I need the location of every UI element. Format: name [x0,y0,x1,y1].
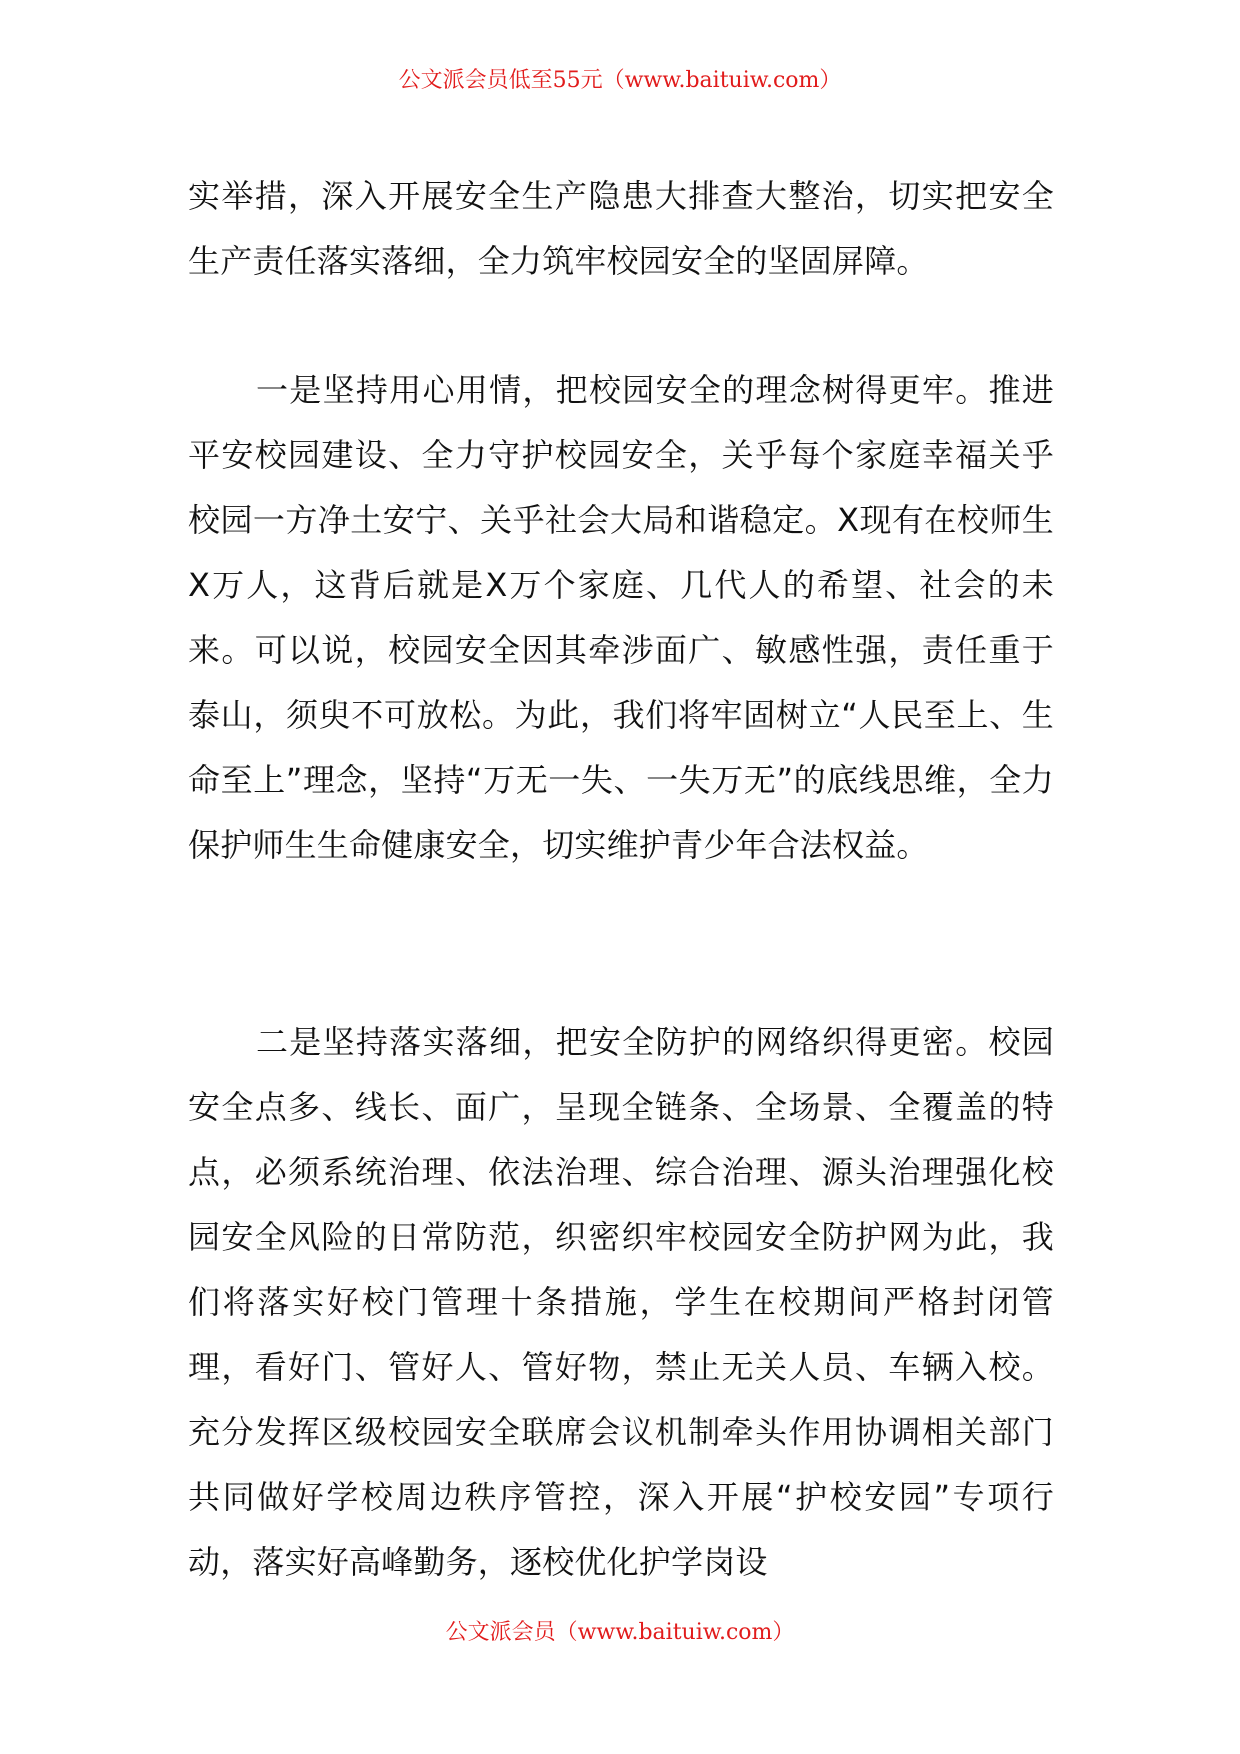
body-paragraph-1: 实举措，深入开展安全生产隐患大排查大整治，切实把安全生产责任落实落细，全力筑牢校园安全的坚固屏障。 [188,177,1054,280]
body-paragraph-3: 二是坚持落实落细，把安全防护的网络织得更密。校园安全点多、线长、面广，呈现全链条、全场景、全覆盖的特点，必须系统治理、依法治理、综合治理、源头治理强化校园安全风险的日常防范，织密织牢校园安全防护网为此，我们将落实好校门管理十条措施，学生在校期间严格封闭管理，看好门、管好人、管好物，禁止无关人员、车辆入校。充分发挥区级校园安全联席会议机制牵头作用协调相关部门共同做好学校周边秩序管控，深入开展“护校安园”专项行动，落实好高峰勤务，逐校优化护学岗设 [188,1023,1054,1581]
header-watermark-text: 公文派会员低至55元（www.baituiw.com） [398,68,842,93]
body-paragraph-2: 一是坚持用心用情，把校园安全的理念树得更牢。推进平安校园建设、全力守护校园安全，关乎每个家庭幸福关乎校园一方净土安宁、关乎社会大局和谐稳定。X现有在校师生X万人，这背后就是X万个家庭、几代人的希望、社会的未来。可以说，校园安全因其牵涉面广、敏感性强，责任重于泰山，须臾不可放松。为此，我们将牢固树立“人民至上、生命至上”理念，坚持“万无一失、一失万无”的底线思维，全力保护师生生命健康安全，切实维护青少年合法权益。 [188,371,1054,864]
footer-watermark-text: 公文派会员（www.baituiw.com） [445,1620,795,1645]
